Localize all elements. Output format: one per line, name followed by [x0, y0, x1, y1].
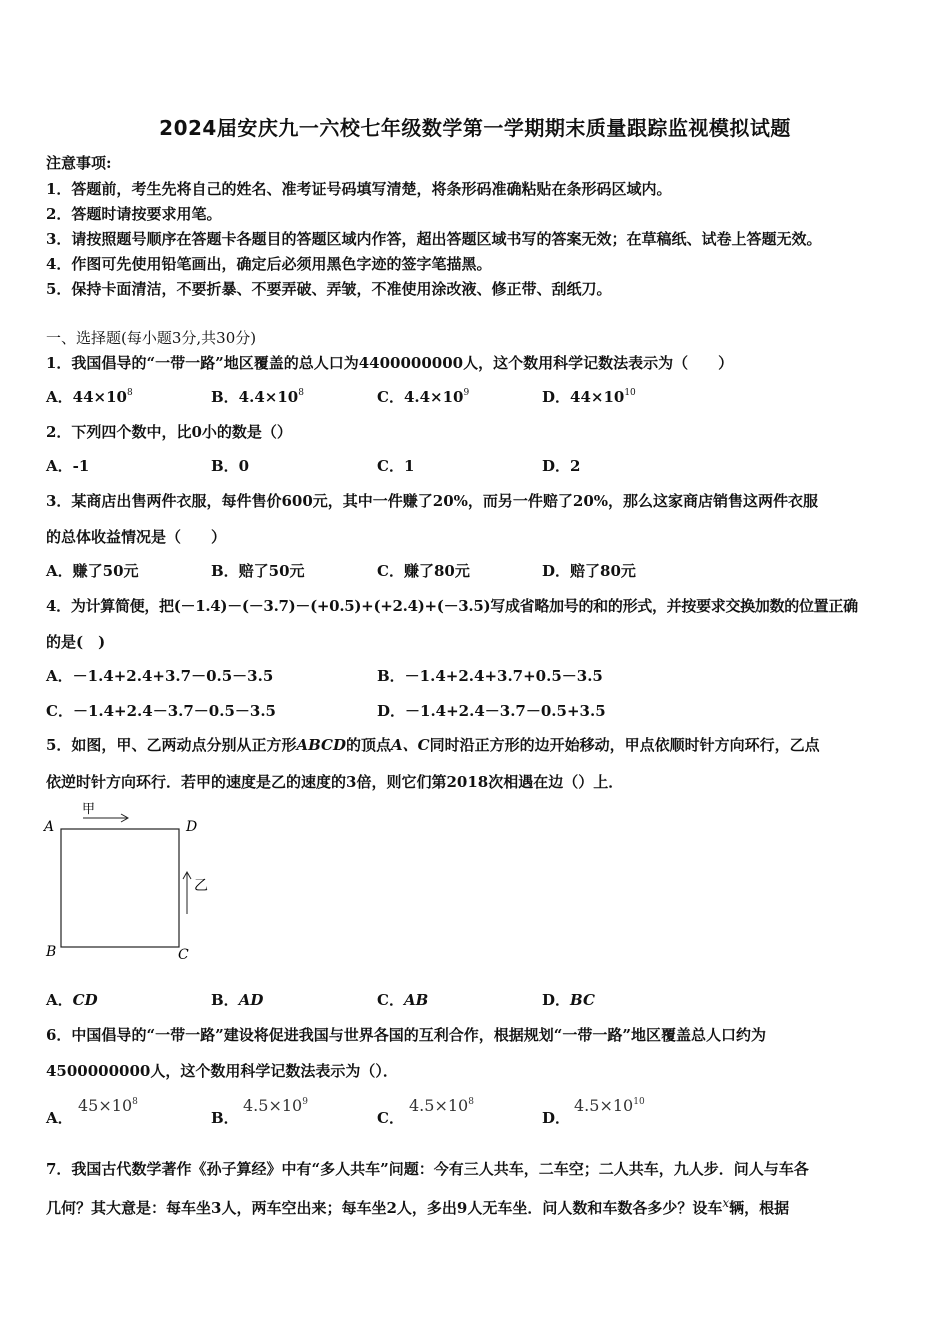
q1-option-a: A．$44\times 10^8$ — [46, 388, 133, 406]
q2-option-a: A．-1 — [46, 457, 90, 475]
question-5-stem: 5．如图，甲、乙两动点分别从正方形ABCD的顶点A、C同时沿正方形的边开始移动，甲点依顺时针方向环行，乙点 — [46, 736, 820, 754]
question-5-stem-cont: 依逆时针方向环行．若甲的速度是乙的速度的3倍，则它们第2018次相遇在边（）上． — [46, 773, 624, 791]
page-title: 2024届安庆九一六校七年级数学第一学期期末质量跟踪监视模拟试题 — [159, 116, 791, 140]
vertex-label-c: C — [178, 947, 189, 963]
notes-item: 1．答题前，考生先将自己的姓名、准考证号码填写清楚，将条形码准确粘贴在条形码区域内。 — [46, 180, 672, 198]
q4-option-b: B．－1.4+2.4+3.7+0.5－3.5 — [377, 667, 603, 685]
label-yi: 乙 — [194, 878, 208, 894]
q4-option-c: C．－1.4+2.4－3.7－0.5－3.5 — [46, 702, 276, 720]
vertex-label-b: B — [46, 944, 57, 960]
label-jia: 甲 — [82, 802, 96, 817]
question-6-stem-cont: 4500000000人，这个数用科学记数法表示为（）． — [46, 1062, 398, 1080]
question-7-stem: 7．我国古代数学著作《孙子算经》中有“多人共车”问题：今有三人共车，二车空；二人共车，九人步．问人与车各 — [46, 1160, 809, 1178]
notes-item: 3．请按照题号顺序在答题卡各题目的答题区域内作答，超出答题区域书写的答案无效；在草稿纸、试卷上答题无效。 — [46, 230, 822, 248]
notes-item: 2．答题时请按要求用笔。 — [46, 205, 222, 223]
q4-option-a: A．－1.4+2.4+3.7－0.5－3.5 — [46, 667, 274, 685]
question-4-stem-cont: 的是( ) — [46, 633, 106, 651]
q5-option-d: D．BC — [542, 991, 595, 1009]
question-3-stem-cont: 的总体收益情况是（ ） — [46, 528, 227, 546]
question-4-stem: 4．为计算简便，把(－1.4)－(－3.7)－(+0.5)+(+2.4)+(－3.5)写成省略加号的和的形式，并按要求交换加数的位置正确 — [46, 597, 858, 615]
vertex-label-a: A — [44, 819, 55, 835]
notes-item: 4．作图可先使用铅笔画出，确定后必须用黑色字迹的签字笔描黑。 — [46, 255, 492, 273]
q3-option-c: C．赚了80元 — [377, 562, 470, 580]
q5-option-a: A．CD — [46, 991, 98, 1009]
question-7-stem-cont: 几何？其大意是：每车坐3人，两车空出来；每车坐2人，多出9人无车坐．问人数和车数各多少？设车$^x$辆，根据 — [46, 1196, 790, 1217]
q3-option-b: B．赔了50元 — [211, 562, 305, 580]
question-2-stem: 2．下列四个数中，比0小的数是（） — [46, 423, 292, 441]
q6-option-b-label: B． — [211, 1109, 239, 1127]
q6-option-c-label: C． — [377, 1109, 404, 1127]
q6-option-d: $4.5\times 10^{10}$ — [574, 1096, 645, 1115]
q1-option-b: B．$4.4\times 10^8$ — [211, 388, 304, 406]
q2-option-d: D．2 — [542, 457, 581, 475]
q1-option-d: D．$44\times 10^{10}$ — [542, 388, 636, 406]
square-abcd — [61, 829, 179, 947]
q4-option-d: D．－1.4+2.4－3.7－0.5+3.5 — [377, 702, 606, 720]
vertex-label-d: D — [186, 819, 198, 835]
q6-option-d-label: D． — [542, 1109, 571, 1127]
section-heading: 一、选择题(每小题3分,共30分) — [46, 329, 257, 347]
square-diagram — [40, 794, 220, 964]
q2-option-b: B．0 — [211, 457, 250, 475]
notes-item: 5．保持卡面清洁，不要折暴、不要弄破、弄皱，不准使用涂改液、修正带、刮纸刀。 — [46, 280, 612, 298]
notes-heading: 注意事项: — [46, 154, 112, 172]
q2-option-c: C．1 — [377, 457, 415, 475]
question-1-stem: 1．我国倡导的“一带一路”地区覆盖的总人口为4400000000人，这个数用科学记数法表示为（ ） — [46, 354, 734, 372]
question-6-stem: 6．中国倡导的“一带一路”建设将促进我国与世界各国的互利合作，根据规划“一带一路”地区覆盖总人口约为 — [46, 1026, 766, 1044]
q3-option-d: D．赔了80元 — [542, 562, 636, 580]
q6-option-a: $45\times 10^8$ — [78, 1096, 138, 1115]
q3-option-a: A．赚了50元 — [46, 562, 139, 580]
q5-option-b: B．AD — [211, 991, 264, 1009]
question-3-stem: 3．某商店出售两件衣服，每件售价600元，其中一件赚了20%，而另一件赔了20%，那么这家商店销售这两件衣服 — [46, 492, 819, 510]
q6-option-c: $4.5\times 10^8$ — [409, 1096, 474, 1115]
q6-option-a-label: A． — [46, 1109, 73, 1127]
q6-option-b: $4.5\times 10^9$ — [243, 1096, 308, 1115]
q1-option-c: C．$4.4\times 10^9$ — [377, 388, 470, 406]
q5-option-c: C．AB — [377, 991, 429, 1009]
